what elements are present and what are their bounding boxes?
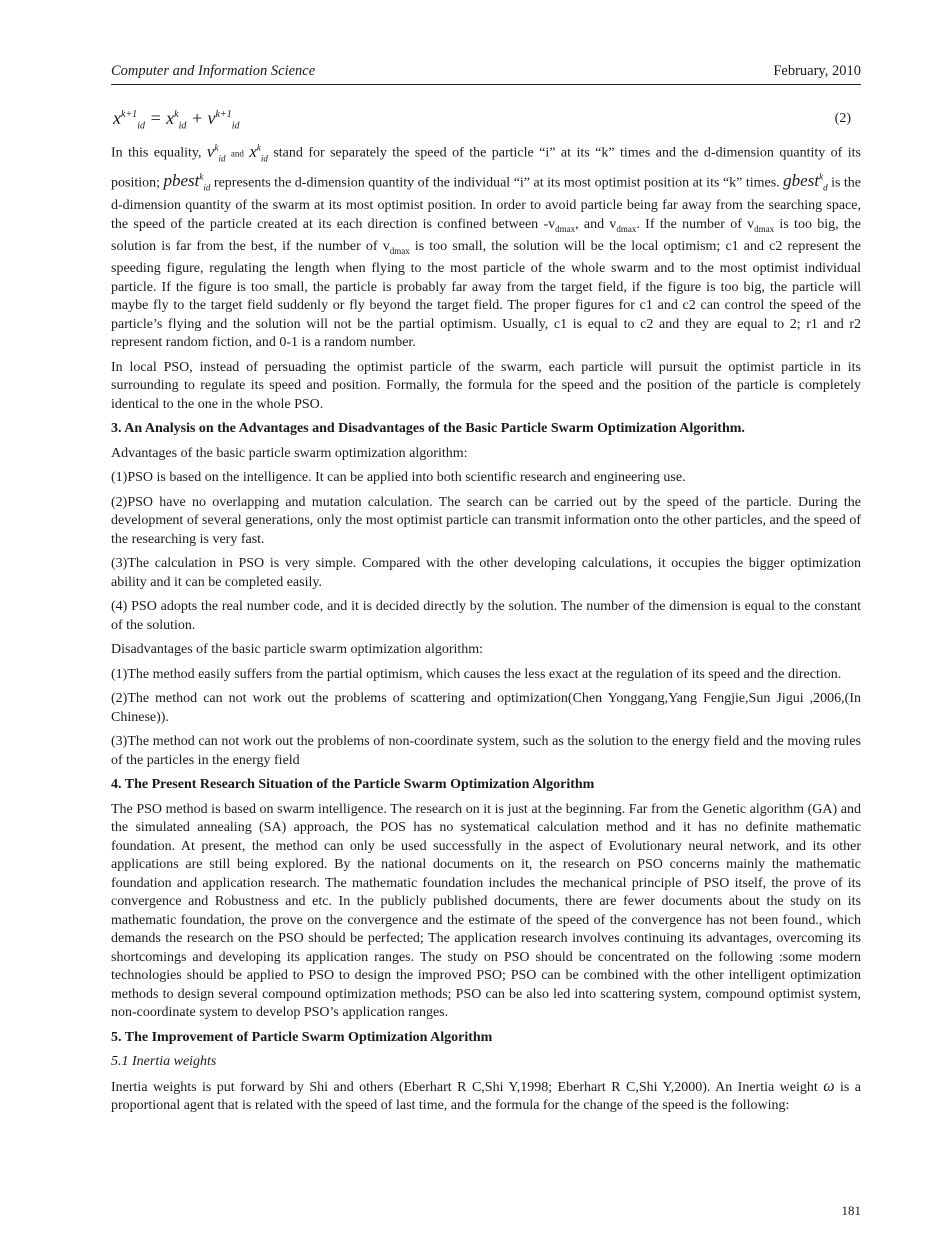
- journal-title: Computer and Information Science: [111, 63, 316, 79]
- advantage-item: (2)PSO have no overlapping and mutation calculation. The search can be carried out by the speed of the particle. During the development of several generations, only the most optimist particle can transmit information onto the other particles, and the speed of the researching is very fast.: [111, 494, 861, 547]
- disadvantage-item: (3)The method can not work out the problems of non-coordinate system, such as the solution to the energy field and the moving rules of the particles in the energy field: [111, 734, 861, 768]
- advantage-item: (1)PSO is based on the intelligence. It can be applied into both scientific research and engineering use.: [111, 470, 686, 486]
- equation-number: (2): [834, 111, 851, 126]
- equation-2: [111, 102, 861, 136]
- paragraph-inertia-weights: Inertia weights is put forward by Shi and others (Eberhart R C,Shi Y,1998; Eberhart R C,Shi Y,2000). An Inertia weight ω is a proportional agent that is related with the speed of last time, and the formula for the change of the speed is the following:: [111, 1077, 862, 1114]
- advantages-intro: Advantages of the basic particle swarm optimization algorithm:: [111, 445, 468, 461]
- advantage-item: (4) PSO adopts the real number code, and it is decided directly by the solution. The number of the dimension is equal to the constant of the solution.: [111, 599, 861, 633]
- section-4-heading: 4. The Present Research Situation of the Particle Swarm Optimization Algorithm: [111, 777, 595, 793]
- omega-symbol: ω: [823, 1077, 835, 1095]
- article-body: [111, 102, 861, 1122]
- issue-date: February, 2010: [773, 63, 861, 79]
- equation-expression: $x^{k+1}_{id} = x^k_{id} + v^{k+1}_{id}$: [113, 108, 240, 132]
- page-number: 181: [841, 1203, 861, 1218]
- advantage-item: (3)The calculation in PSO is very simple. Compared with the other developing calculations, it occupies the bigger optimization ability and it can be completed easily.: [111, 556, 861, 590]
- disadvantage-item: (1)The method easily suffers from the partial optimism, which causes the less exact at the regulation of its speed and the direction.: [111, 666, 842, 682]
- subsection-5-1-heading: 5.1 Inertia weights: [111, 1054, 217, 1070]
- paragraph-local-pso: In local PSO, instead of persuading the optimist particle of the swarm, each particle will pursuit the optimist particle in its surrounding to regulate its speed and position. Formally, the formula for the speed and the position of the particle is completely identical to the one in the whole PSO.: [111, 359, 861, 412]
- section-3-heading: 3. An Analysis on the Advantages and Disadvantages of the Basic Particle Swarm Optimization Algorithm.: [111, 421, 745, 437]
- disadvantage-item: (2)The method can not work out the problems of scattering and optimization(Chen Yonggang,Yang Fengjie,Sun Jigui ,2006,(In Chinese)).: [111, 691, 861, 725]
- paragraph-definitions: In this equality, $v^k_{id}$ and $x^k_{id}$ stand for separately the speed of the particle “i” at its “k” times and the d-dimension quantity of its position; pbest$^k_{id}$ represents the d-dimension quantity of the individual “i” at its most optimist position at its “k” times. gbest$^k_d$ is the d-dimension quantity of the swarm at its most optimist position. In order to avoid particle being far away from the searching space, the speed of the particle created at its each direction is confined between $-v_{dmax}$, and $v_{dmax}$. If the number of $v_{dmax}$ is too big, the solution is far from the best, if the number of $v_{dmax}$ is too small, the solution will be the local optimism; c1 and c2 represent the speeding figure, regulating the length when flying to the most particle of the whole swarm and to the most optimist individual particle. If the figure is too small, the particle is probably far away from the target field, if the figure is too big, the particle will maybe fly to the target field suddenly or fly beyond the target field. The proper figures for c1 and c2 can control the speed of the particle’s flying and the solution will not be the partial optimism. Usually, c1 is equal to c2 and they are equal to 2; r1 and r2 represent random fiction, and 0-1 is a random number.: [111, 141, 862, 351]
- paragraph-research-situation: The PSO method is based on swarm intelligence. The research on it is just at the beginning. Far from the Genetic algorithm (GA) and the simulated annealing (SA) approach, the POS has no systematical calculation method and it has no definite mathematic foundation. At present, the method can only be used successfully in the aspect of Evolutionary neural network, and its other applications are still being explored. By the national documents on it, the research on PSO concerns mainly the mathematic foundation and application research. The mathematic foundation includes the mechanical principle of PSO itself, the prove of its convergence and Robustness and etc. In the publicly published documents, there are fewer documents about the study on its mathematic foundation, the prove on the convergence and the estimate of the speed of the convergence has not been found., which demands the research on the PSO should be perfected; The application research involves continuing its advantages, overcoming its shortcomings and developing its application ranges. The study on PSO should be concentrated on the following :some modern technologies should be applied to PSO to design the improved PSO; PSO can be combined with the other intelligent optimization methods to design several compound optimization methods; PSO can be also led into scattering system, compound optimist system, non-coordinate system to develop PSO’s application ranges.: [111, 801, 861, 1021]
- section-5-heading: 5. The Improvement of Particle Swarm Optimization Algorithm: [111, 1029, 493, 1045]
- disadvantages-intro: Disadvantages of the basic particle swarm optimization algorithm:: [111, 642, 484, 658]
- page-header: [111, 62, 861, 85]
